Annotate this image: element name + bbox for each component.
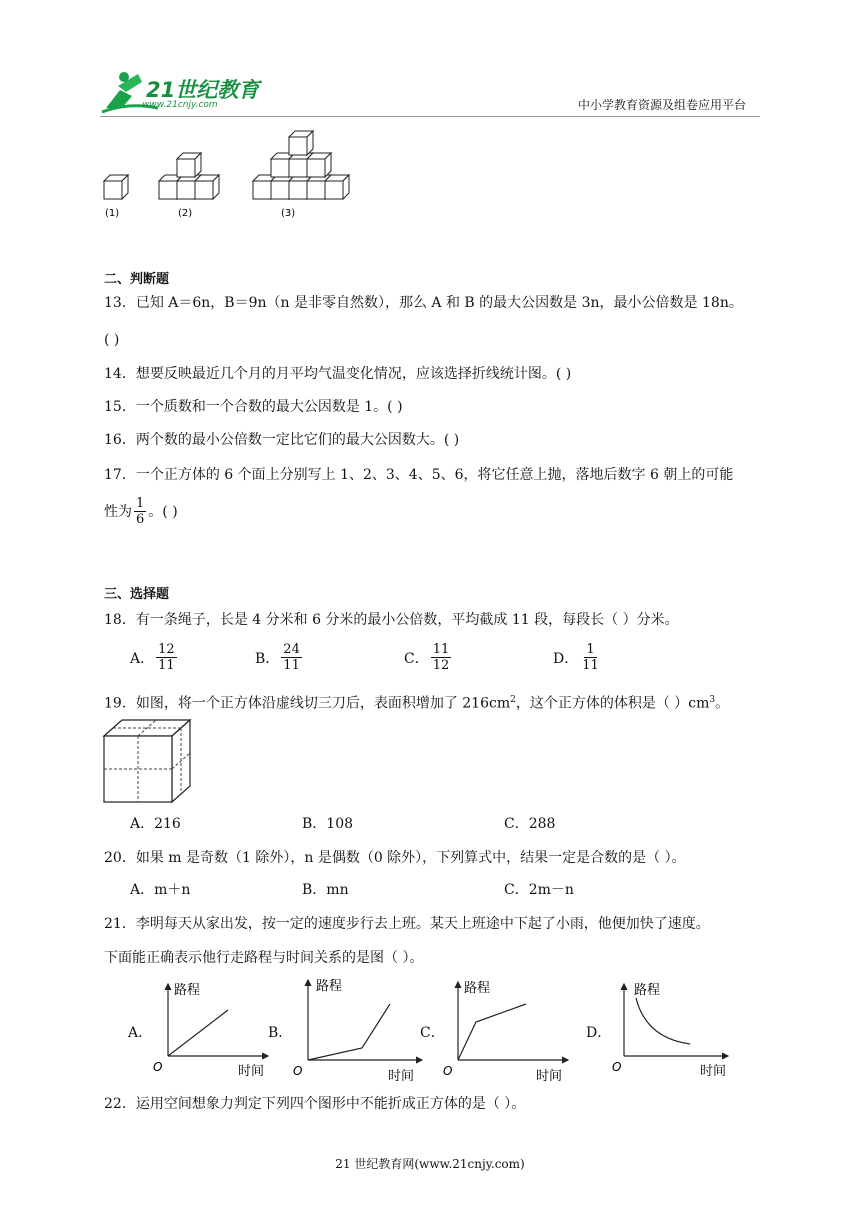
fraction-denominator: 11 xyxy=(582,658,599,673)
q17-fraction-numerator: 1 xyxy=(136,496,145,511)
question-21: 21．李明每天从家出发，按一定的速度步行去上班。某天上班途中下起了小雨，他便加快了速度。 xyxy=(104,916,710,932)
fraction-numerator: 1 xyxy=(586,642,595,657)
option-fraction xyxy=(281,642,302,673)
q17-fraction-denominator: 6 xyxy=(136,512,145,527)
option-label: D． xyxy=(553,650,579,667)
question-15: 15．一个质数和一个合数的最大公因数是 1。( ) xyxy=(104,399,403,415)
section-title-judgment: 二、判断题 xyxy=(104,272,170,287)
q19-option-a[interactable]: A．216 xyxy=(130,816,181,832)
graph-d-origin: O xyxy=(612,1060,622,1074)
q17-suffix: 。( ) xyxy=(148,503,178,520)
graph-c-y-label: 路程 xyxy=(464,981,491,996)
graph-b-y-label: 路程 xyxy=(316,979,343,994)
q17-fraction xyxy=(134,496,146,527)
logo xyxy=(98,68,263,116)
question-13-answer-blank[interactable]: ( ) xyxy=(104,332,120,348)
question-22: 22．运用空间想象力判定下列四个图形中不能折成正方体的是（ ）。 xyxy=(104,1096,526,1112)
question-16: 16．两个数的最小公倍数一定比它们的最大公因数大。( ) xyxy=(104,432,460,448)
q19-text-b: ，这个正方体的体积是（ ）cm xyxy=(515,695,710,712)
q21-option-d[interactable]: D． xyxy=(586,1025,612,1041)
q21-graph-a[interactable] xyxy=(150,976,276,1080)
option-label: B． xyxy=(255,650,280,667)
option-label: C． xyxy=(404,650,429,667)
q21-option-b[interactable]: B． xyxy=(268,1025,293,1041)
stacked-cubes-figure xyxy=(98,128,368,223)
option-fraction xyxy=(580,642,601,673)
cut-cube-figure xyxy=(102,718,192,808)
question-14: 14．想要反映最近几个月的月平均气温变化情况，应该选择折线统计图。( ) xyxy=(104,366,572,382)
question-20: 20．如果 m 是奇数（1 除外），n 是偶数（0 除外），下列算式中，结果一定是合数的是（ ）。 xyxy=(104,850,686,866)
q21-option-a[interactable]: A． xyxy=(128,1025,153,1041)
q17-prefix: 性为 xyxy=(104,503,132,520)
fraction-denominator: 11 xyxy=(158,658,175,673)
header-divider xyxy=(100,116,760,117)
figure-label-3: (3) xyxy=(281,208,296,219)
option-label: A． xyxy=(130,650,155,667)
q19-sup-2: 2 xyxy=(510,695,516,705)
q19-text-a: 19．如图，将一个正方体沿虚线切三刀后，表面积增加了 216cm xyxy=(104,695,511,712)
fraction-numerator: 24 xyxy=(283,642,300,657)
question-21-line2: 下面能正确表示他行走路程与时间关系的是图（ ）。 xyxy=(104,950,424,966)
fraction-denominator: 12 xyxy=(432,658,450,673)
footer-text: 21 世纪教育网(www.21cnjy.com) xyxy=(335,1157,525,1171)
fraction-numerator: 11 xyxy=(432,642,450,657)
q19-option-b[interactable]: B．108 xyxy=(302,816,354,832)
q18-option-b[interactable] xyxy=(255,642,304,673)
question-17: 17．一个正方体的 6 个面上分别写上 1、2、3、4、5、6，将它任意上抛，落地后数字 6 朝上的可能 xyxy=(104,467,734,483)
logo-title: 21世纪教育 xyxy=(146,78,260,102)
figure-label-1: (1) xyxy=(105,208,120,219)
graph-d-y-label: 路程 xyxy=(634,983,661,998)
graph-b-origin: O xyxy=(293,1064,303,1078)
q19-sup-3: 3 xyxy=(709,695,716,705)
q21-option-c[interactable]: C． xyxy=(420,1025,445,1041)
option-fraction xyxy=(156,642,177,673)
q18-option-d[interactable] xyxy=(553,642,603,673)
platform-name: 中小学教育资源及组卷应用平台 xyxy=(578,98,747,112)
q19-text-c: 。 xyxy=(715,695,730,712)
question-13: 13．已知 A＝6n，B＝9n（n 是非零自然数），那么 A 和 B 的最大公因数是 3n，最小公倍数是 18n。 xyxy=(104,295,743,311)
q19-option-c[interactable]: C．288 xyxy=(504,816,556,832)
logo-url: www.21cnjy.com xyxy=(142,100,218,110)
q20-option-b[interactable]: B．mn xyxy=(302,882,349,898)
q20-option-c[interactable]: C．2m－n xyxy=(504,882,574,898)
q21-graph-d[interactable] xyxy=(606,976,736,1080)
question-18: 18．有一条绳子，长是 4 分米和 6 分米的最小公倍数，平均截成 11 段，每段长（ ）分米。 xyxy=(104,612,679,628)
figure-label-2: (2) xyxy=(178,208,193,219)
graph-a-x-label: 时间 xyxy=(238,1064,265,1079)
graph-a-origin: O xyxy=(153,1060,163,1074)
fraction-numerator: 12 xyxy=(158,642,175,657)
graph-d-x-label: 时间 xyxy=(700,1064,727,1079)
question-19 xyxy=(104,690,729,714)
question-17-line2 xyxy=(104,496,178,527)
section-title-choice: 三、选择题 xyxy=(104,587,170,602)
graph-c-origin: O xyxy=(443,1064,453,1078)
q21-graph-b[interactable] xyxy=(290,972,430,1084)
q18-option-c[interactable] xyxy=(404,642,453,673)
graph-a-y-label: 路程 xyxy=(174,983,201,998)
q18-option-a[interactable] xyxy=(130,642,179,673)
q21-graph-c[interactable] xyxy=(440,974,576,1084)
option-fraction xyxy=(431,642,452,673)
q20-option-a[interactable]: A．m＋n xyxy=(130,882,191,898)
graph-b-x-label: 时间 xyxy=(388,1069,415,1084)
fraction-denominator: 11 xyxy=(283,658,300,673)
graph-c-x-label: 时间 xyxy=(536,1069,563,1084)
